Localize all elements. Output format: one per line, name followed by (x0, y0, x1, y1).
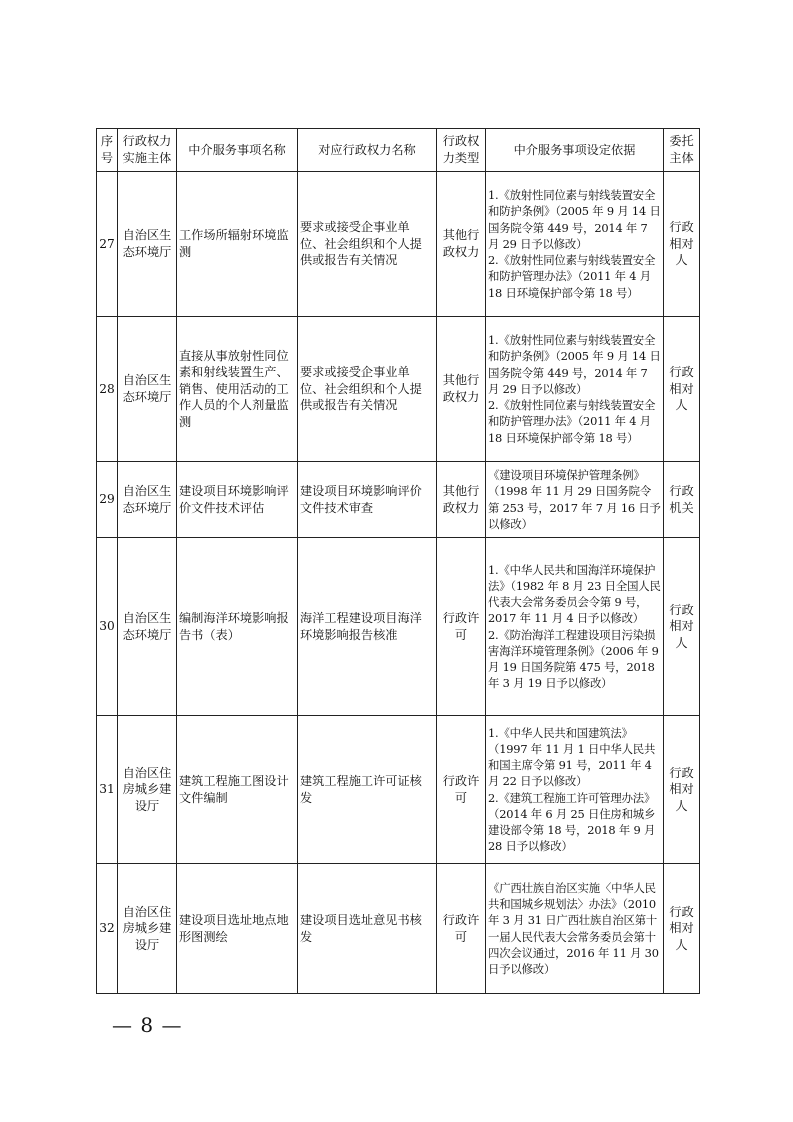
row-service-name: 建筑工程施工图设计文件编制 (177, 716, 298, 864)
row-org: 自治区住房城乡建设厅 (118, 864, 177, 994)
basis-item: 1.《中华人民共和国海洋环境保护法》（1982 年 8 月 23 日全国人民代表大会常务委员会令第 9 号，2017 年 11 月 4 日予以修改） (488, 562, 661, 626)
row-power-type: 其他行政权力 (437, 172, 486, 317)
header-no: 序号 (97, 129, 118, 172)
row-power-name: 要求或接受企事业单位、社会组织和个人提供或报告有关情况 (298, 172, 437, 317)
row-basis (486, 864, 664, 994)
basis-item: 1.《放射性同位素与射线装置安全和防护条例》（2005 年 9 月 14 日国务院令第 449 号，2014 年 7 月 29 日予以修改） (488, 333, 661, 396)
row-basis (486, 172, 664, 317)
row-org: 自治区生态环境厅 (118, 317, 177, 462)
basis-item: 1.《放射性同位素与射线装置安全和防护条例》（2005 年 9 月 14 日国务院令第 449 号，2014 年 7 月 29 日予以修改） (488, 188, 661, 251)
header-org: 行政权力实施主体 (118, 129, 177, 172)
row-no: 30 (97, 538, 118, 716)
header-name: 中介服务事项名称 (177, 129, 298, 172)
header-type: 行政权力类型 (437, 129, 486, 172)
row-power-type: 行政许可 (437, 538, 486, 716)
row-service-name: 建设项目选址地点地形图测绘 (177, 864, 298, 994)
row-entrust: 行政相对人 (664, 716, 700, 864)
basis-item: 《建设项目环境保护管理条例》（1998 年 11 月 29 日国务院令第 253 号，2017 年 7 月 16 日予以修改） (488, 468, 661, 531)
row-org: 自治区生态环境厅 (118, 172, 177, 317)
header-power: 对应行政权力名称 (298, 129, 437, 172)
row-service-name: 工作场所辐射环境监测 (177, 172, 298, 317)
row-no: 29 (97, 462, 118, 538)
basis-item: 2.《放射性同位素与射线装置安全和防护管理办法》（2011 年 4 月 18 日环境保护部令第 18 号） (488, 253, 656, 300)
basis-item: 2.《建筑工程施工许可管理办法》（2014 年 6 月 25 日住房和城乡建设部令第 18 号，2018 年 9 月 28 日予以修改） (488, 790, 656, 854)
table-row (97, 317, 700, 462)
basis-item: 1.《中华人民共和国建筑法》（1997 年 11 月 1 日中华人民共和国主席令第 91 号，2011 年 4 月 22 日予以修改） (488, 725, 656, 789)
row-power-type: 其他行政权力 (437, 462, 486, 538)
row-power-name: 要求或接受企事业单位、社会组织和个人提供或报告有关情况 (298, 317, 437, 462)
row-power-name: 海洋工程建设项目海洋环境影响报告核准 (298, 538, 437, 716)
row-org: 自治区生态环境厅 (118, 538, 177, 716)
row-basis (486, 317, 664, 462)
row-service-name: 编制海洋环境影响报告书（表） (177, 538, 298, 716)
row-power-name: 建设项目选址意见书核发 (298, 864, 437, 994)
basis-item: 2.《放射性同位素与射线装置安全和防护管理办法》（2011 年 4 月 18 日环境保护部令第 18 号） (488, 398, 656, 445)
row-entrust: 行政机关 (664, 462, 700, 538)
row-no: 27 (97, 172, 118, 317)
row-org: 自治区住房城乡建设厅 (118, 716, 177, 864)
row-no: 32 (97, 864, 118, 994)
row-entrust: 行政相对人 (664, 317, 700, 462)
table-row (97, 716, 700, 864)
row-no: 28 (97, 317, 118, 462)
row-service-name: 建设项目环境影响评价文件技术评估 (177, 462, 298, 538)
row-entrust: 行政相对人 (664, 538, 700, 716)
basis-item: 《广西壮族自治区实施〈中华人民共和国城乡规划法〉办法》（2010 年 3 月 31 日广西壮族自治区第十一届人民代表大会常务委员会第十四次会议通过，2016 年 11 月 30 日予以修改） (488, 880, 659, 976)
header-basis: 中介服务事项设定依据 (486, 129, 664, 172)
row-power-name: 建筑工程施工许可证核发 (298, 716, 437, 864)
row-basis (486, 716, 664, 864)
row-power-type: 行政许可 (437, 716, 486, 864)
basis-item: 2.《防治海洋工程建设项目污染损害海洋环境管理条例》（2006 年 9 月 19 日国务院第 475 号，2018 年 3 月 19 日予以修改） (488, 627, 659, 691)
row-power-type: 行政许可 (437, 864, 486, 994)
table-row (97, 462, 700, 538)
row-basis (486, 462, 664, 538)
row-power-type: 其他行政权力 (437, 317, 486, 462)
row-power-name: 建设项目环境影响评价文件技术审查 (298, 462, 437, 538)
row-entrust: 行政相对人 (664, 172, 700, 317)
intermediary-services-table (96, 128, 700, 994)
table-row (97, 172, 700, 317)
row-entrust: 行政相对人 (664, 864, 700, 994)
row-no: 31 (97, 716, 118, 864)
row-basis (486, 538, 664, 716)
page-number: — 8 — (112, 1013, 183, 1037)
header-entrust: 委托主体 (664, 129, 700, 172)
row-service-name: 直接从事放射性同位素和射线装置生产、销售、使用活动的工作人员的个人剂量监测 (177, 317, 298, 462)
table-row (97, 864, 700, 994)
table-row (97, 538, 700, 716)
row-org: 自治区生态环境厅 (118, 462, 177, 538)
table-header-row (97, 129, 700, 172)
